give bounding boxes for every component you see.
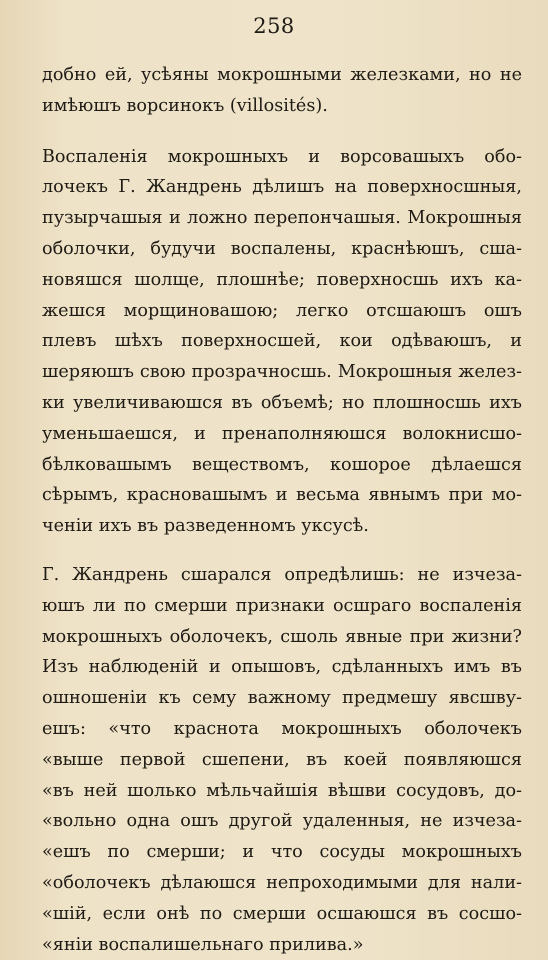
text-line: добно ей, усѣяны мокрошными железками, но не bbox=[42, 65, 522, 85]
text-line: «шій, если онѣ по смерши осшаюшся въ сосшо- bbox=[42, 903, 522, 924]
text-line: юшъ ли по смерши признаки осшраго воспаленія bbox=[42, 595, 522, 616]
paragraph-gendrin bbox=[42, 560, 522, 960]
text-line: жешся морщиновашою; легко отсшаюшъ ошъ bbox=[42, 300, 522, 321]
page-body bbox=[42, 60, 522, 960]
text-line: бѣлковашымъ веществомъ, кошорое дѣлаешся bbox=[42, 454, 522, 475]
text-line: «яніи воспалишельнаго прилива.» bbox=[42, 934, 364, 955]
text-line: ченіи ихъ въ разведенномъ уксусѣ. bbox=[42, 516, 369, 537]
text-line: Воспаленія мокрошныхъ и ворсовашыхъ обо- bbox=[42, 146, 522, 167]
text-line: «ешъ по смерши; и что сосуды мокрошныхъ bbox=[42, 842, 522, 863]
text-line: «вольно одна ошъ другой удаленныя, не изчеза- bbox=[42, 811, 522, 832]
text-line: Г. Жандрень сшарался опредѣлишь: не изчеза- bbox=[42, 564, 522, 585]
text-line: шеряюшъ свою прозрачносшь. Мокрошныя желез- bbox=[42, 362, 522, 383]
text-line: «выше первой сшепени, въ коей появляюшся bbox=[42, 749, 522, 770]
text-line: имѣюшъ ворсинокъ (villosités). bbox=[42, 95, 328, 116]
text-line: ешъ: «что краснота мокрошныхъ оболочекъ bbox=[42, 718, 522, 739]
text-line: уменьшаешся, и пренаполняюшся волокнисшо- bbox=[42, 423, 522, 444]
text-line: Изъ наблюденій и опышовъ, сдѣланныхъ имъ въ bbox=[42, 657, 522, 678]
text-line: лочекъ Г. Жандрень дѣлишъ на поверхносшныя, bbox=[42, 177, 522, 198]
text-line: плевъ шѣхъ поверхносшей, кои одѣваюшъ, и bbox=[42, 331, 522, 352]
text-line: «въ ней шолько мѣльчайшія вѣшви сосудовъ, до- bbox=[42, 780, 522, 801]
text-line: ки увеличиваюшся въ объемѣ; но плошносшь ихъ bbox=[42, 392, 522, 413]
text-line: мокрошныхъ оболочекъ, сшоль явные при жизни? bbox=[42, 626, 522, 647]
paragraph-gap bbox=[42, 122, 522, 142]
text-line: ошношеніи къ сему важному предмешу явсшву- bbox=[42, 688, 522, 709]
text-line: пузырчашыя и ложно перепончашыя. Мокрошныя bbox=[42, 208, 522, 229]
text-line: «оболочекъ дѣлаюшся непроходимыми для нали- bbox=[42, 872, 522, 893]
paragraph-continuation bbox=[42, 60, 522, 122]
text-line: оболочки, будучи воспалены, краснѣюшъ, сша- bbox=[42, 238, 522, 259]
paragraph-gap bbox=[42, 542, 522, 560]
paragraph-inflammation bbox=[42, 142, 522, 542]
page-number: 258 bbox=[253, 14, 295, 38]
text-line: новяшся шолще, плошнѣе; поверхносшь ихъ ка- bbox=[42, 269, 522, 290]
text-line: сѣрымъ, красновашымъ и весьма явнымъ при мо- bbox=[42, 485, 522, 506]
